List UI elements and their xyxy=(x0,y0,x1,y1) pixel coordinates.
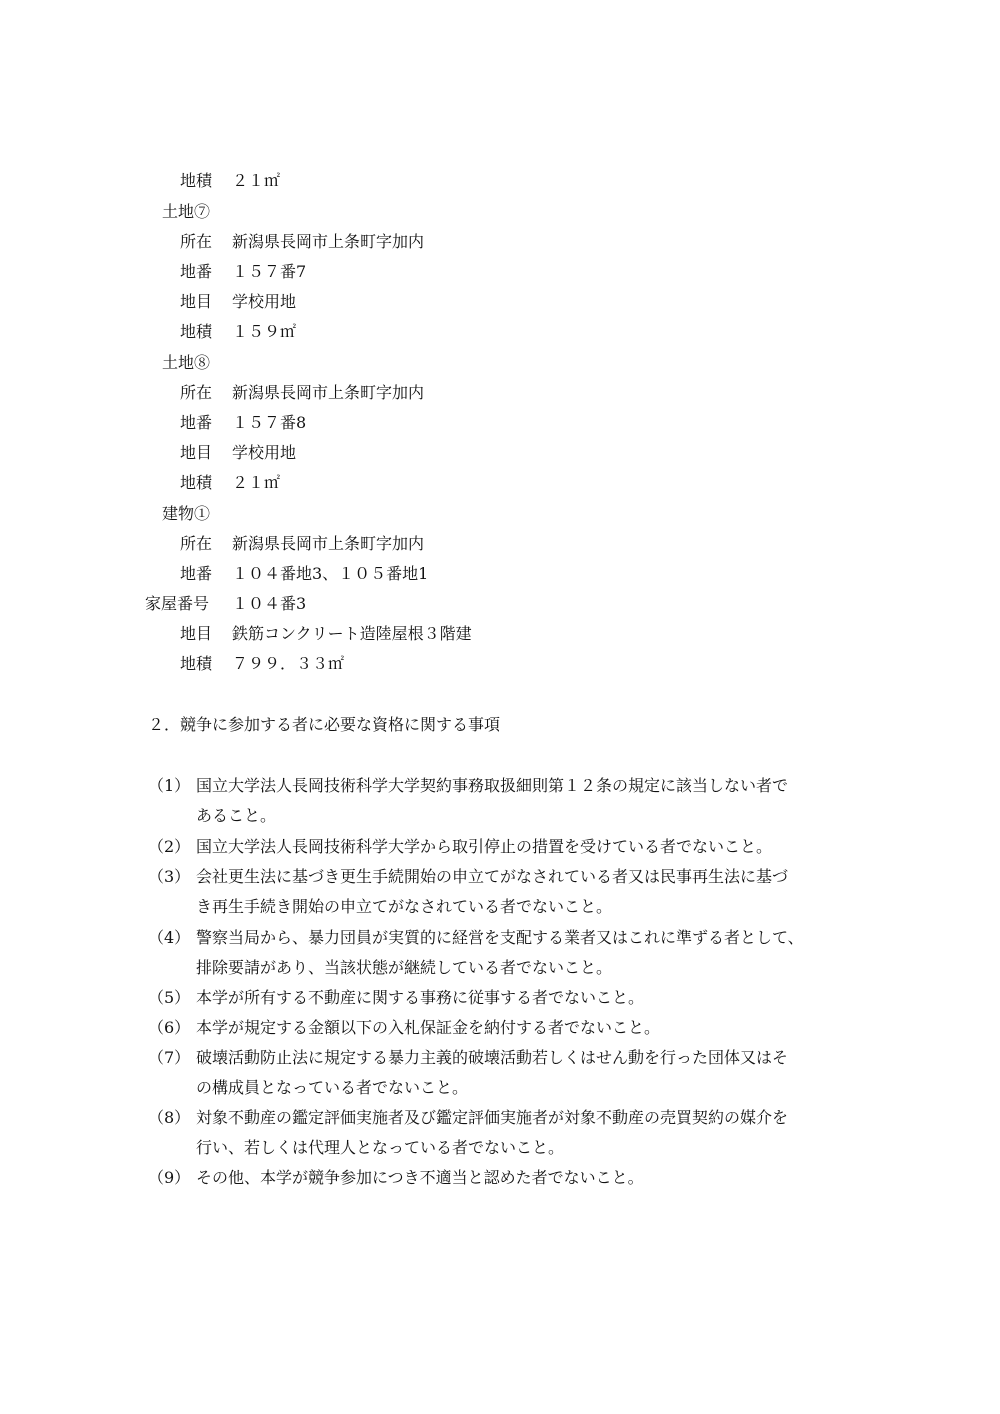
property-label: 地積 xyxy=(180,322,213,341)
section-heading: ２．競争に参加する者に必要な資格に関する事項 xyxy=(148,715,501,734)
property-value: １０４番地3、１０５番地1 xyxy=(232,564,429,583)
property-label: 所在 xyxy=(180,232,213,251)
list-item-text-continued: 行い、若しくは代理人となっている者でないこと。 xyxy=(196,1138,565,1157)
list-item-text: 対象不動産の鑑定評価実施者及び鑑定評価実施者が対象不動産の売買契約の媒介を xyxy=(196,1108,789,1127)
property-label: 地目 xyxy=(180,624,213,643)
property-label: 建物① xyxy=(162,504,211,523)
property-label: 地番 xyxy=(180,262,213,281)
list-item-number: （7） xyxy=(148,1048,191,1067)
property-label: 地積 xyxy=(180,171,213,190)
list-item-number: （4） xyxy=(148,928,191,947)
property-label: 地番 xyxy=(180,413,213,432)
property-label: 所在 xyxy=(180,534,213,553)
list-item-number: （9） xyxy=(148,1168,191,1187)
property-label: 土地⑧ xyxy=(162,353,211,372)
list-item-text-continued: の構成員となっている者でないこと。 xyxy=(196,1078,469,1097)
property-value: 新潟県長岡市上条町字加内 xyxy=(232,383,425,402)
property-value: ２１㎡ xyxy=(232,473,281,492)
list-item-number: （8） xyxy=(148,1108,191,1127)
list-item-number: （5） xyxy=(148,988,191,1007)
property-value: 新潟県長岡市上条町字加内 xyxy=(232,534,425,553)
list-item-number: （6） xyxy=(148,1018,191,1037)
list-item-text-continued: あること。 xyxy=(196,806,277,825)
property-label: 地積 xyxy=(180,473,213,492)
property-value: １５９㎡ xyxy=(232,322,297,341)
list-item-text: その他、本学が競争参加につき不適当と認めた者でないこと。 xyxy=(196,1168,644,1187)
list-item-number: （3） xyxy=(148,867,191,886)
list-item-text-continued: き再生手続き開始の申立てがなされている者でないこと。 xyxy=(196,897,613,916)
property-value: 鉄筋コンクリート造陸屋根３階建 xyxy=(232,624,472,643)
list-item-text-continued: 排除要請があり、当該状態が継続している者でないこと。 xyxy=(196,958,613,977)
property-label: 地目 xyxy=(180,443,213,462)
property-value: ７９９．３３㎡ xyxy=(232,654,345,673)
list-item-text: 本学が所有する不動産に関する事務に従事する者でないこと。 xyxy=(196,988,645,1007)
property-label: 地番 xyxy=(180,564,213,583)
property-value: １５７番7 xyxy=(232,262,307,281)
property-value: 新潟県長岡市上条町字加内 xyxy=(232,232,425,251)
property-value: １０４番3 xyxy=(232,594,307,613)
list-item-text: 本学が規定する金額以下の入札保証金を納付する者でないこと。 xyxy=(196,1018,661,1037)
list-item-number: （2） xyxy=(148,837,191,856)
property-label: 地目 xyxy=(180,292,213,311)
property-value: ２１㎡ xyxy=(232,171,281,190)
property-value: 学校用地 xyxy=(232,443,297,462)
list-item-text: 会社更生法に基づき更生手続開始の申立てがなされている者又は民事再生法に基づ xyxy=(196,867,789,886)
list-item-number: （1） xyxy=(148,776,191,795)
list-item-text: 警察当局から、暴力団員が実質的に経営を支配する業者又はこれに準ずる者として、 xyxy=(196,928,804,947)
property-value: １５７番8 xyxy=(232,413,307,432)
property-value: 学校用地 xyxy=(232,292,297,311)
property-label: 地積 xyxy=(180,654,213,673)
list-item-text: 国立大学法人長岡技術科学大学から取引停止の措置を受けている者でないこと。 xyxy=(196,837,773,856)
list-item-text: 破壊活動防止法に規定する暴力主義的破壊活動若しくはせん動を行った団体又はそ xyxy=(196,1048,789,1067)
property-label: 土地⑦ xyxy=(162,202,211,221)
property-label: 所在 xyxy=(180,383,213,402)
list-item-text: 国立大学法人長岡技術科学大学契約事務取扱細則第１２条の規定に該当しない者で xyxy=(196,776,789,795)
property-label: 家屋番号 xyxy=(145,594,210,613)
